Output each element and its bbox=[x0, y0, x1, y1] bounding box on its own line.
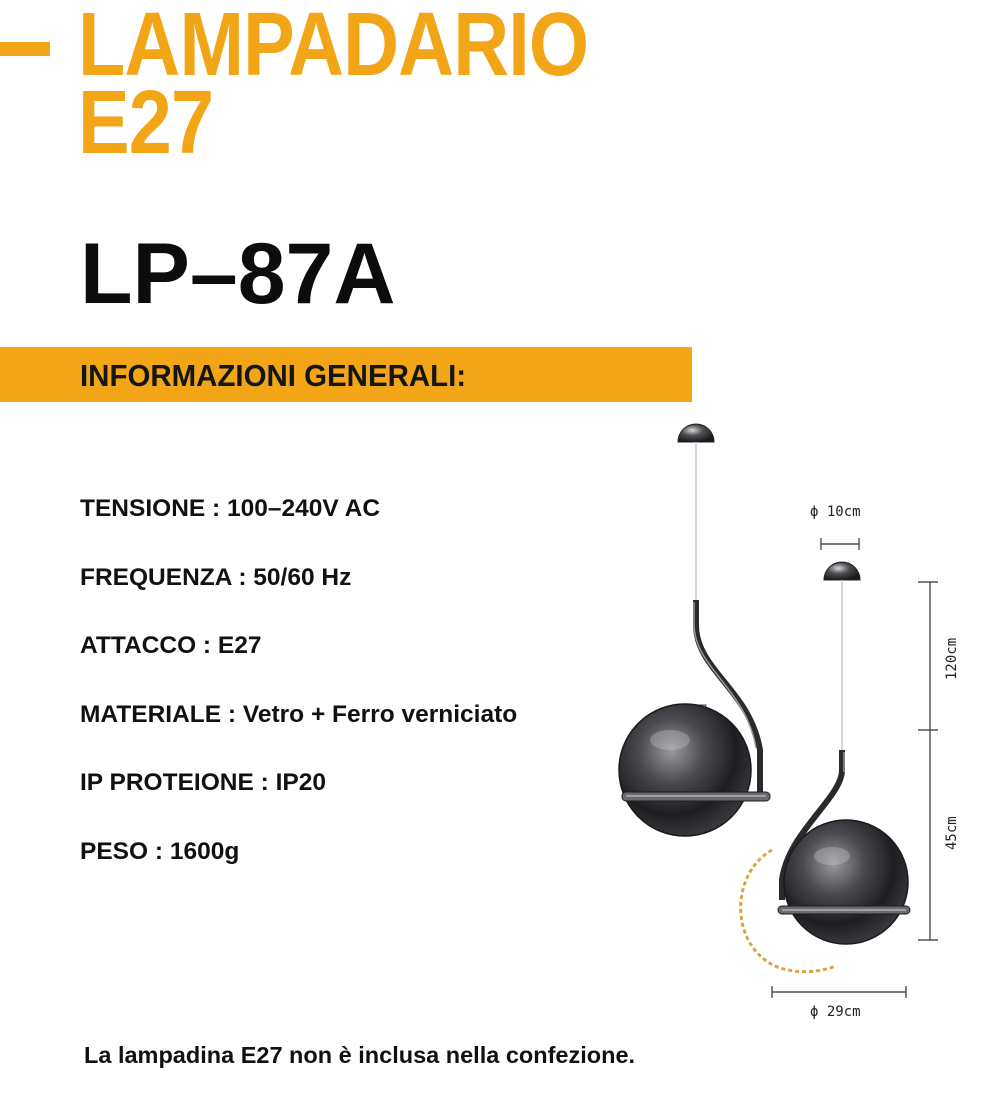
spec-weight: PESO : 1600g bbox=[80, 837, 240, 865]
lamp-front-view bbox=[619, 424, 770, 836]
sphere-diameter-label: ϕ 29cm bbox=[810, 1004, 861, 1020]
spec-socket: ATTACCO : E27 bbox=[80, 632, 262, 659]
cord-length-label: 120cm bbox=[944, 637, 960, 680]
title-line-1: LAMPADARIO bbox=[78, 0, 589, 95]
model-code: LP–87A bbox=[80, 226, 396, 322]
spec-frequency: FREQUENZA : 50/60 Hz bbox=[80, 563, 352, 591]
section-title: INFORMAZIONI GENERALI: bbox=[80, 358, 467, 393]
accent-dash bbox=[0, 42, 50, 56]
lamp-side-view bbox=[741, 562, 910, 972]
section-banner bbox=[0, 347, 692, 402]
product-title bbox=[78, 0, 589, 173]
lamp-illustration bbox=[600, 420, 980, 1030]
bulb-not-included-note: La lampadina E27 non è inclusa nella confezione. bbox=[84, 1042, 636, 1068]
spec-list bbox=[80, 492, 517, 903]
spec-voltage: TENSIONE : 100–240V AC bbox=[80, 495, 381, 522]
spec-material: MATERIALE : Vetro + Ferro verniciato bbox=[80, 700, 518, 728]
canopy-diameter-label: ϕ 10cm bbox=[810, 504, 861, 520]
lamp-height-label: 45cm bbox=[944, 816, 960, 850]
title-line-2: E27 bbox=[78, 73, 214, 173]
spec-ip-rating: IP PROTEIONE : IP20 bbox=[80, 769, 326, 796]
